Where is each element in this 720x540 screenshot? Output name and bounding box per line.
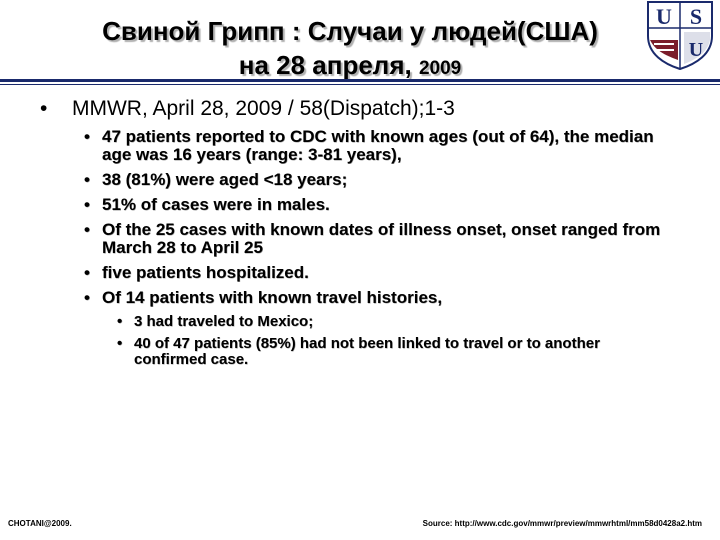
slide-title <box>40 14 660 86</box>
bullet-level2 <box>34 128 674 164</box>
svg-text:S: S <box>689 4 703 29</box>
bullet-dot: • <box>84 170 90 189</box>
bullet-dot: • <box>84 288 90 307</box>
bullet-dot: • <box>40 97 48 120</box>
slide-body <box>34 96 674 374</box>
bullet-dot: • <box>117 313 123 330</box>
bullet-text: Of the 25 cases with known dates of illness onset, onset ranged from March 28 to April 25 <box>102 220 661 257</box>
bullet-text: 51% of cases were in males. <box>102 195 330 214</box>
title-year: 2009 <box>418 58 462 79</box>
title-date: на 28 апреля, <box>238 50 412 80</box>
bullet-text: 3 had traveled to Mexico; <box>134 313 314 330</box>
bullet-text: 40 of 47 patients (85%) had not been linked to travel or to another confirmed case. <box>134 335 600 368</box>
bullet-dot: • <box>117 335 123 352</box>
bullet-level2 <box>34 264 674 282</box>
usu-logo <box>644 0 716 70</box>
bullet-level2 <box>34 196 674 214</box>
bullet-text: MMWR, April 28, 2009 / 58(Dispatch);1-3 <box>72 97 455 120</box>
bullet-level3 <box>34 314 674 330</box>
bullet-dot: • <box>84 220 90 239</box>
bullet-dot: • <box>84 263 90 282</box>
bullet-level1 <box>34 96 674 122</box>
bullet-text: five patients hospitalized. <box>102 263 309 282</box>
bullet-text: Of 14 patients with known travel histories, <box>102 288 443 307</box>
svg-text:U: U <box>656 4 672 29</box>
bullet-text: 47 patients reported to CDC with known ages (out of 64), the median age was 16 years (range: 3-81 years), <box>102 127 654 164</box>
bullet-level3 <box>34 336 674 368</box>
svg-text:U: U <box>688 39 704 61</box>
title-divider-thin <box>0 84 720 85</box>
bullet-level2 <box>34 171 674 189</box>
title-divider <box>0 79 720 82</box>
title-line-1: Свиной Грипп : Случаи у людей(США) <box>102 16 598 46</box>
bullet-text: 38 (81%) were aged <18 years; <box>102 170 348 189</box>
bullet-level2 <box>34 289 674 307</box>
bullet-dot: • <box>84 195 90 214</box>
bullet-dot: • <box>84 127 90 146</box>
footer-copyright: CHOTANI@2009. <box>8 519 72 528</box>
bullet-level2 <box>34 221 674 257</box>
footer-source: Source: http://www.cdc.gov/mmwr/preview/mmwrhtml/mm58d0428a2.htm <box>422 519 702 528</box>
